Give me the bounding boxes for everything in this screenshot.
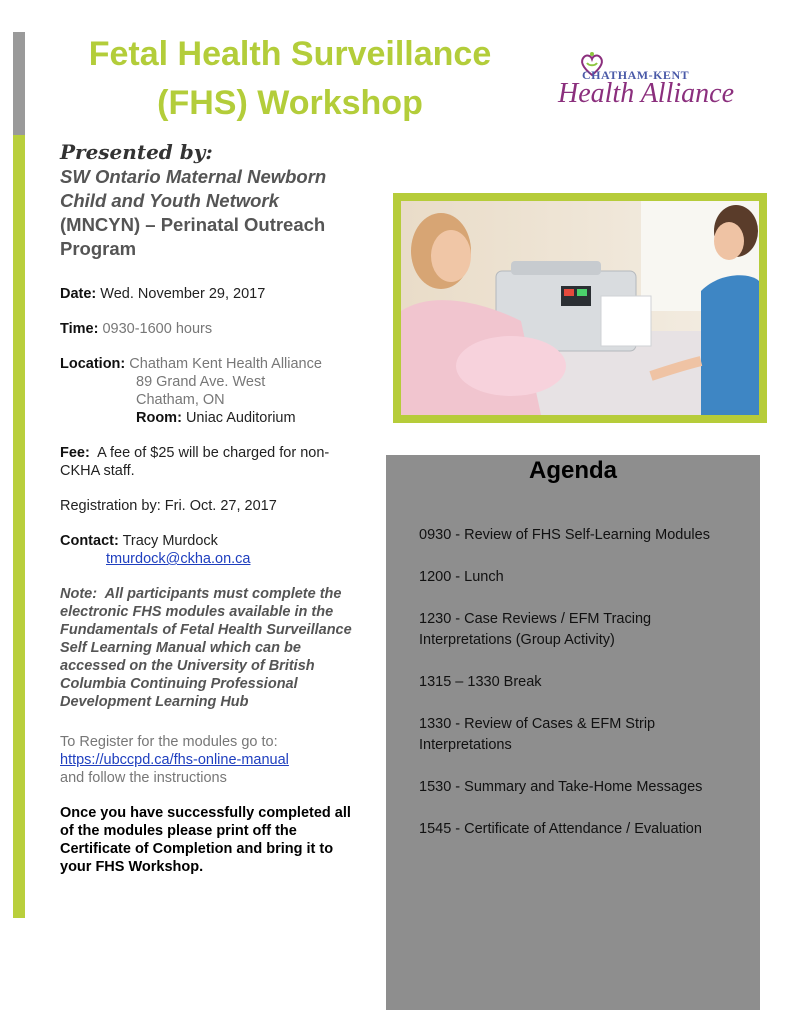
- note-line-1: All participants must complete the: [104, 586, 342, 602]
- side-bar-grey: [13, 32, 25, 135]
- agenda-item: [419, 609, 749, 651]
- agenda-item-text: 1530 - Summary and Take-Home Messages: [419, 779, 703, 795]
- presenter-line-2: Child and Youth Network: [60, 190, 279, 211]
- register-block: [60, 733, 380, 787]
- location-line-3: Chatham, ON: [136, 392, 225, 408]
- presenter-network: [60, 165, 380, 261]
- agenda-item-text: 0930 - Review of FHS Self-Learning Modules: [419, 527, 710, 543]
- presented-label: Presented by:: [60, 140, 213, 164]
- fee-line-1: A fee of $25 will be charged for non-: [97, 445, 330, 461]
- closing-block: [60, 804, 380, 876]
- title-line-1: Fetal Health Surveillance: [88, 35, 492, 73]
- note-line-6: Columbia Continuing Professional: [60, 676, 298, 692]
- agenda-item: [419, 714, 749, 756]
- closing-line-2: of the modules please print off the: [60, 823, 297, 839]
- time-label: Time:: [60, 321, 99, 337]
- side-bar-green: [13, 135, 25, 918]
- presenter-line-4: Program: [60, 238, 137, 259]
- contact-name: Tracy Murdock: [122, 533, 218, 549]
- event-details: [60, 140, 380, 876]
- contact-email-link[interactable]: tmurdock@ckha.on.ca: [106, 551, 251, 567]
- fee-label: Fee:: [60, 445, 90, 461]
- note-label: Note:: [60, 586, 98, 602]
- agenda-item-text-2: Interpretations (Group Activity): [419, 632, 615, 648]
- contact-row: [60, 532, 380, 550]
- note-line-7: Development Learning Hub: [60, 694, 249, 710]
- agenda-item-text: 1230 - Case Reviews / EFM Tracing: [419, 611, 652, 627]
- fee-line-2: CKHA staff.: [60, 463, 135, 479]
- page-title: [40, 30, 540, 128]
- register-url-link[interactable]: https://ubccpd.ca/fhs-online-manual: [60, 752, 289, 768]
- location-line-2: 89 Grand Ave. West: [136, 374, 266, 390]
- logo: [552, 48, 752, 116]
- time-row: [60, 320, 380, 338]
- agenda-panel: [386, 455, 760, 1010]
- room-row: [60, 409, 380, 427]
- workshop-photo: [401, 201, 759, 415]
- agenda-item-text: 1545 - Certificate of Attendance / Evaluation: [419, 821, 702, 837]
- photo-frame: [393, 193, 767, 423]
- agenda-item-text: 1200 - Lunch: [419, 569, 504, 585]
- registration-deadline: Registration by: Fri. Oct. 27, 2017: [60, 498, 277, 514]
- note-line-2: electronic FHS modules available in the: [60, 604, 334, 620]
- closing-line-3: Certificate of Completion and bring it to: [60, 841, 334, 857]
- agenda-item: [419, 525, 749, 546]
- closing-line-1: Once you have successfully completed all: [60, 805, 351, 821]
- logo-org: CHATHAM-KENT: [582, 68, 690, 82]
- presenter-line-3: (MNCYN) – Perinatal Outreach: [60, 214, 326, 235]
- agenda-item: [419, 777, 749, 798]
- note-line-3: Fundamentals of Fetal Health Surveillance: [60, 622, 352, 638]
- agenda-item-text-2: Interpretations: [419, 737, 512, 753]
- logo-name: Health Alliance: [558, 78, 734, 109]
- fee-row: [60, 444, 380, 462]
- date-row: [60, 285, 380, 303]
- date-label: Date:: [60, 286, 97, 302]
- presenter-line-1: SW Ontario Maternal Newborn: [60, 166, 327, 187]
- register-line-1: To Register for the modules go to:: [60, 734, 278, 750]
- closing-line-4: your FHS Workshop.: [60, 859, 204, 875]
- register-line-3: and follow the instructions: [60, 770, 227, 786]
- agenda-title: Agenda: [528, 457, 617, 484]
- agenda-item-text: 1315 – 1330 Break: [419, 674, 542, 690]
- location-line-1: Chatham Kent Health Alliance: [129, 356, 322, 372]
- agenda-list: [419, 525, 749, 861]
- note-block: [60, 585, 380, 711]
- agenda-item: [419, 819, 749, 840]
- room-label: Room:: [136, 410, 182, 426]
- location-label: Location: [60, 356, 121, 372]
- contact-email-row: [60, 550, 380, 568]
- time-value: 0930-1600 hours: [102, 321, 213, 337]
- contact-label: Contact:: [60, 533, 119, 549]
- room-value: Uniac Auditorium: [185, 410, 296, 426]
- photo-illustration: [401, 201, 759, 415]
- note-line-5: accessed on the University of British: [60, 658, 315, 674]
- date-value: Wed. November 29, 2017: [100, 286, 266, 302]
- agenda-item-text: 1330 - Review of Cases & EFM Strip: [419, 716, 656, 732]
- location-row: Location: Chatham Kent Health Alliance: [60, 356, 322, 372]
- agenda-item: [419, 672, 749, 693]
- title-line-2: (FHS) Workshop: [157, 84, 423, 122]
- note-line-4: Self Learning Manual which can be: [60, 640, 301, 656]
- agenda-item: [419, 567, 749, 588]
